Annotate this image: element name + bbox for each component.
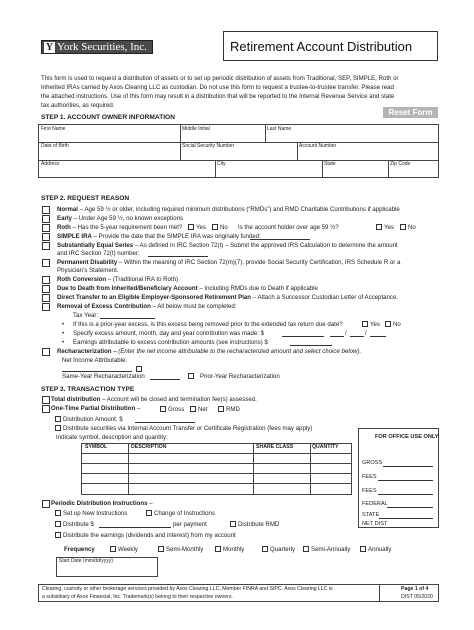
rmd-checkbox[interactable]	[218, 406, 224, 412]
footer-page-number: Page 1 of 4	[401, 586, 429, 592]
earnings-excess-input[interactable]	[290, 345, 332, 346]
change-instructions-checkbox[interactable]	[146, 510, 152, 516]
bullet-2: •	[62, 330, 65, 337]
intro-line-3: the attached instructions. Use of this form may result in a distribution that will be reported to the Internal Revenue Service and state	[41, 93, 395, 100]
prior-year-label: Prior-Year Recharacterization	[200, 373, 280, 380]
last-name-field[interactable]: Last Name	[267, 126, 292, 132]
col-symbol: SYMBOL	[85, 444, 108, 450]
col-quantity: QUANTITY	[312, 444, 339, 450]
freq-annually-label: Annually	[368, 546, 392, 553]
net-checkbox[interactable]	[190, 406, 196, 412]
address-field[interactable]: Address	[41, 161, 60, 167]
net-income-label: Net Income Attributable:	[62, 357, 128, 364]
distribute-earnings-label: Distribute the earnings (dividends and interest) from my account	[63, 532, 236, 539]
death-option: Due to Death from Inherited/Beneficiary Account – Including RMDs due to Death if applicable	[57, 285, 318, 292]
distribute-rmd-checkbox[interactable]	[230, 521, 236, 527]
freq-annually-checkbox[interactable]	[360, 546, 366, 552]
freq-weekly-label: Weekly	[118, 546, 138, 553]
roth-option: Roth – Has the 5-year requirement been met?	[57, 224, 183, 231]
per-payment-label: per payment	[173, 521, 207, 528]
one-time-partial-checkbox[interactable]	[42, 405, 50, 413]
company-logo	[41, 40, 153, 54]
roth-conversion-option: Roth Conversion – (Traditional IRA to Roth)	[57, 276, 179, 283]
form-title-box	[223, 31, 438, 61]
distribution-amount-label: Distribution Amount: $	[63, 416, 123, 423]
freq-semi-monthly-checkbox[interactable]	[158, 546, 164, 552]
removal-excess-checkbox[interactable]	[42, 303, 50, 311]
excess-day-input[interactable]	[350, 336, 364, 337]
roth-age-yes-label: Yes	[384, 224, 394, 231]
roth-age-no-label: No	[408, 224, 416, 231]
account-number-field[interactable]: Account Number	[299, 143, 337, 149]
office-state-line	[379, 518, 433, 519]
roth-5yr-no-label: No	[220, 224, 228, 231]
same-year-label: Same-Year Recharacterization	[62, 373, 145, 380]
prior-excess-no-checkbox[interactable]	[385, 321, 391, 327]
substantially-equal-checkbox[interactable]	[42, 242, 50, 250]
office-row-net-dist: NET DIST	[362, 521, 388, 527]
prior-year-checkbox[interactable]	[188, 373, 194, 379]
zip-field[interactable]: Zip Code	[390, 161, 411, 167]
total-distribution-option: Total distribution – Account will be closed and termination fee(s) assessed.	[51, 396, 257, 403]
earnings-excess-label: Earnings attributable to excess contribution amounts (see instructions) $	[73, 339, 268, 346]
disability-option: Permanent Disability – Within the meaning of IRC Section 72(m)(7), provide Social Security Certification, IRS Schedule R or a	[57, 259, 401, 266]
removal-excess-option: Removal of Excess Contribution – All below must be completed:	[57, 303, 237, 310]
distribute-securities-label: Distribute securities via Internal Account Transfer or Certificate Registration (fees may apply)	[63, 425, 313, 432]
normal-checkbox[interactable]	[42, 206, 50, 214]
distribute-dollar-label: Distribute $	[63, 521, 94, 528]
tax-year-label: Tax Year:	[73, 312, 99, 319]
change-instructions-label: Change of Instructions	[154, 510, 215, 517]
one-time-partial-option: One-Time Partial Distribution –	[51, 405, 141, 412]
same-year-line	[150, 379, 180, 380]
prior-excess-yes-label: Yes	[370, 321, 380, 328]
prior-excess-no-label: No	[393, 321, 401, 328]
col-description: DESCRIPTION	[131, 444, 167, 450]
office-use-title: FOR OFFICE USE ONLY	[375, 434, 439, 440]
step2-title: STEP 2. REQUEST REASON	[41, 195, 130, 202]
substantially-equal-line2: and IRC Section 72(t) number:	[57, 250, 140, 257]
office-fees1-line	[378, 480, 433, 481]
middle-initial-field[interactable]: Middle Initial	[182, 126, 210, 132]
start-date-label: Start Date (mm/dd/yyyy)	[59, 558, 113, 564]
office-row-federal: FEDERAL	[362, 501, 388, 507]
simple-ira-option: SIMPLE IRA – Provide the date that the SIMPLE IRA was originally funded:	[57, 233, 261, 240]
intro-line-4: tax authorities, as required.	[41, 102, 115, 109]
intro-line-1: This form is used to request a distribution of assets or to set up periodic distribution of assets from Traditional, SEP, SIMPLE, Roth or	[41, 75, 399, 82]
account-owner-grid	[38, 124, 439, 178]
bullet-3: •	[62, 339, 65, 346]
office-federal-line	[387, 507, 433, 508]
roth-5yr-yes-label: Yes	[196, 224, 206, 231]
date-slash-1: /	[345, 330, 347, 337]
freq-semi-annually-label: Semi-Annually	[311, 546, 351, 553]
net-income-input[interactable]	[62, 371, 132, 372]
freq-monthly-label: Monthly	[223, 546, 245, 553]
excess-amount-label: Specify excess amount, month, day and year contribution was made: $	[73, 330, 265, 337]
per-payment-amount-input[interactable]	[99, 527, 171, 528]
indicate-securities-label: Indicate symbol, description and quantity:	[56, 434, 168, 441]
periodic-checkbox[interactable]	[42, 500, 50, 508]
rmd-label: RMD	[226, 406, 240, 413]
roth-age-yes-checkbox[interactable]	[376, 224, 382, 230]
new-instructions-checkbox[interactable]	[55, 510, 61, 516]
disability-checkbox[interactable]	[42, 259, 50, 267]
office-row-fees-2: FEES	[362, 488, 377, 494]
logo-text: York Securities, Inc.	[57, 41, 147, 53]
distribution-amount-input[interactable]	[135, 422, 195, 423]
ssn-field[interactable]: Social Security Number	[182, 143, 235, 149]
direct-transfer-checkbox[interactable]	[42, 294, 50, 302]
early-checkbox[interactable]	[42, 215, 50, 223]
date-slash-2: /	[365, 330, 367, 337]
form-title: Retirement Account Distribution	[230, 39, 413, 54]
frequency-label: Frequency	[64, 546, 95, 553]
roth-conversion-checkbox[interactable]	[42, 276, 50, 284]
reset-form-button[interactable]: Reset Form	[383, 107, 438, 118]
intro-line-2: Inherited IRAs carried by Axos Clearing LLC as custodian. Do not use this form to request a trustee-to-trustee transfer. Please read	[41, 84, 394, 91]
net-label: Net	[198, 406, 208, 413]
footer-line-2: a subsidiary of Axos Financial, Inc. Trademark(s) belong to their respective owners.	[42, 594, 233, 600]
col-share-class: SHARE CLASS	[256, 444, 294, 450]
logo-glyph: Y	[45, 42, 54, 53]
city-field[interactable]: City	[217, 161, 226, 167]
dob-field[interactable]: Date of Birth	[41, 143, 69, 149]
recharacterization-option: Recharacterization – (Enter the net income attributable to the recharacterized amount and select choice below).	[57, 348, 362, 355]
freq-quarterly-label: Quarterly	[270, 546, 296, 553]
bullet-1: •	[62, 321, 65, 328]
gross-label: Gross	[168, 406, 185, 413]
office-fees2-line	[378, 494, 433, 495]
freq-monthly-checkbox[interactable]	[215, 546, 221, 552]
state-field[interactable]: State	[324, 161, 336, 167]
office-row-state: STATE	[362, 512, 380, 518]
simple-ira-checkbox[interactable]	[42, 233, 50, 241]
office-net-line	[390, 527, 433, 528]
prior-year-excess-question: If this is a prior-year excess, is this excess being removed prior to the extended tax return due date?	[73, 321, 343, 328]
excess-year-input[interactable]	[370, 336, 386, 337]
footer-form-code: DIST 05/2020	[401, 594, 433, 600]
gross-checkbox[interactable]	[160, 406, 166, 412]
total-distribution-checkbox[interactable]	[42, 396, 50, 404]
death-checkbox[interactable]	[42, 285, 50, 293]
step1-title: STEP 1. ACCOUNT OWNER INFORMATION	[41, 114, 175, 121]
prior-excess-yes-checkbox[interactable]	[362, 321, 368, 327]
freq-semi-annually-checkbox[interactable]	[303, 546, 309, 552]
step3-title: STEP 3. TRANSACTION TYPE	[41, 386, 135, 393]
normal-option: Normal – Age 59 ½ or older, including required minimum distributions (“RMDs”) and RMD Charitable Contributions if applicable	[57, 206, 400, 213]
freq-semi-monthly-label: Semi-Monthly	[166, 546, 204, 553]
irc-72t-number-input[interactable]	[148, 256, 208, 257]
same-year-checkbox[interactable]	[136, 366, 142, 372]
tax-year-input[interactable]	[100, 318, 155, 319]
new-instructions-label: Set up New Instructions	[63, 510, 128, 517]
roth-5yr-yes-checkbox[interactable]	[188, 224, 194, 230]
roth-checkbox[interactable]	[42, 224, 50, 232]
distribution-amount-checkbox[interactable]	[55, 416, 61, 422]
distribute-dollar-checkbox[interactable]	[55, 521, 61, 527]
substantially-equal-option: Substantially Equal Series – As defined in IRC Section 72(t) – Submit the approved IRS Calculation to determine the amount	[57, 242, 398, 249]
excess-month-input[interactable]	[330, 336, 344, 337]
distribute-securities-checkbox[interactable]	[55, 425, 61, 431]
roth-5yr-no-checkbox[interactable]	[212, 224, 218, 230]
disability-line2: Physician’s Statement.	[57, 267, 119, 274]
roth-age-no-checkbox[interactable]	[400, 224, 406, 230]
periodic-option: Periodic Distribution Instructions –	[51, 500, 153, 507]
simple-ira-date-input[interactable]	[250, 239, 310, 240]
first-name-field[interactable]: First Name	[41, 126, 66, 132]
office-row-fees-1: FEES	[362, 474, 377, 480]
office-gross-line	[383, 466, 433, 467]
roth-age-question: Is the account holder over age 59 ½?	[238, 224, 339, 231]
recharacterization-checkbox[interactable]	[42, 348, 50, 356]
distribute-earnings-checkbox[interactable]	[55, 532, 61, 538]
freq-weekly-checkbox[interactable]	[110, 546, 116, 552]
distribute-rmd-label: Distribute RMD	[238, 521, 280, 528]
early-option: Early – Under Age 59 ½, no known exceptions	[57, 215, 184, 222]
freq-quarterly-checkbox[interactable]	[262, 546, 268, 552]
excess-amount-input[interactable]	[282, 336, 324, 337]
office-row-gross: GROSS	[362, 460, 383, 466]
direct-transfer-option: Direct Transfer to an Eligible Employer-Sponsored Retirement Plan – Attach a Successor Custodian Letter of Acceptance.	[57, 294, 399, 301]
footer-line-1: Clearing, custody or other brokerage services provided by Axos Clearing LLC, Member FINRA and SIPC. Axos Clearing LLC is	[42, 586, 333, 592]
